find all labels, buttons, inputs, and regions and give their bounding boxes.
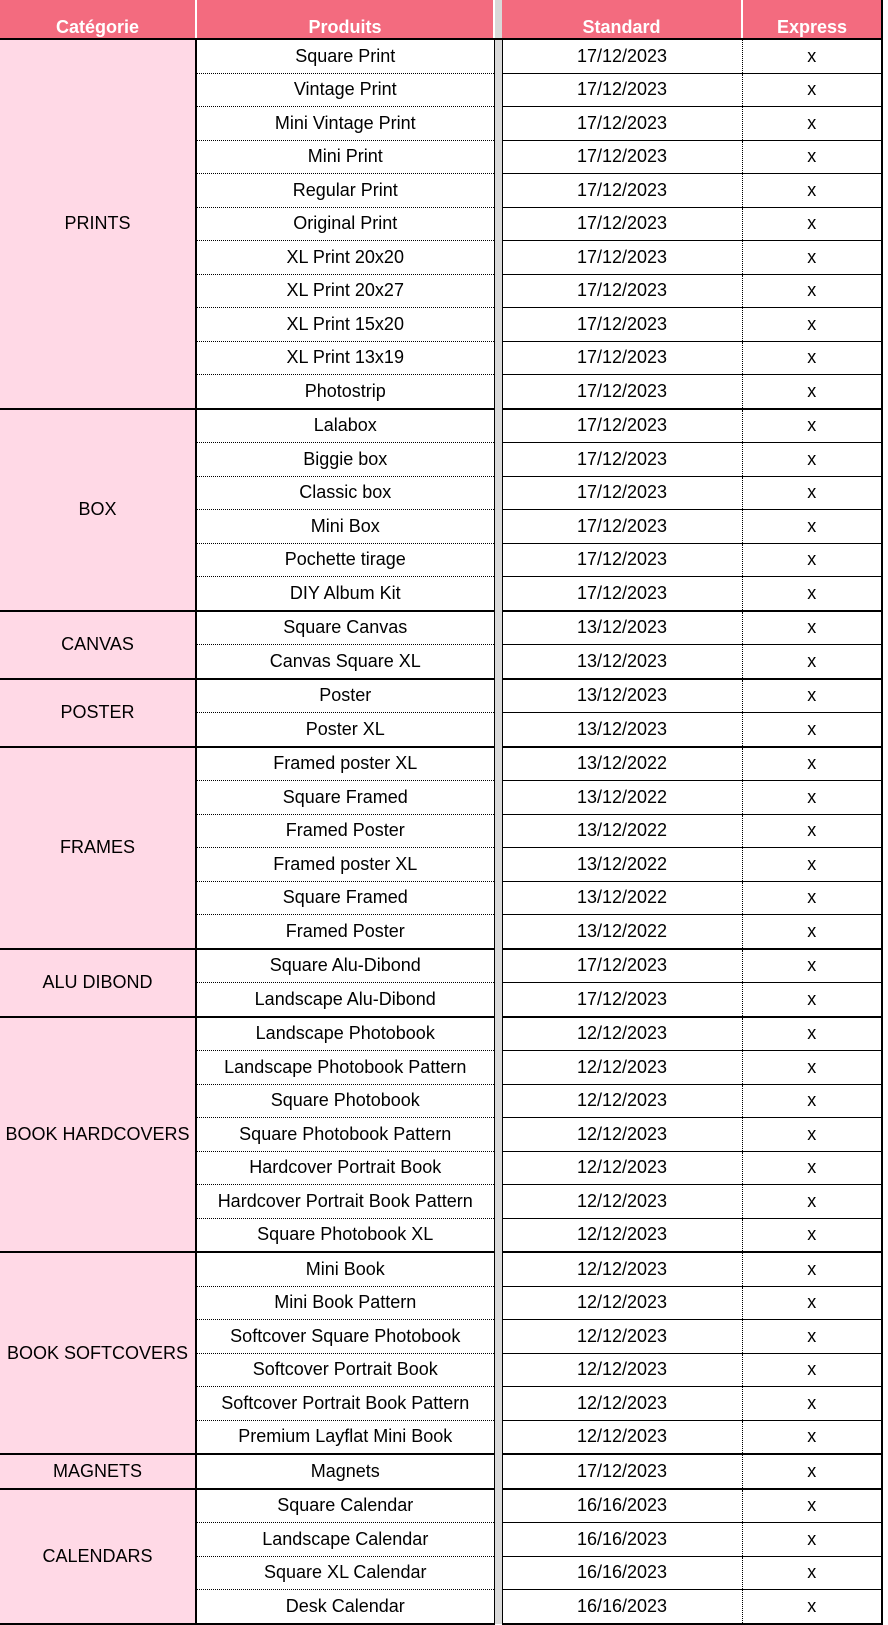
product-cell: Mini Book <box>196 1252 494 1286</box>
standard-date-cell: 12/12/2023 <box>502 1017 742 1051</box>
standard-date-cell: 16/16/2023 <box>502 1590 742 1624</box>
product-cell: Framed Poster <box>196 915 494 949</box>
column-gap <box>494 611 502 645</box>
express-cell: x <box>742 1590 882 1624</box>
table-row <box>0 679 882 713</box>
express-cell: x <box>742 1218 882 1252</box>
standard-date-cell: 17/12/2023 <box>502 241 742 275</box>
column-gap <box>494 1353 502 1387</box>
product-cell: Square Framed <box>196 881 494 915</box>
column-gap <box>494 409 502 443</box>
express-cell: x <box>742 1118 882 1152</box>
standard-date-cell: 13/12/2022 <box>502 814 742 848</box>
column-gap <box>494 881 502 915</box>
product-cell: Square Print <box>196 39 494 73</box>
product-cell: Square Canvas <box>196 611 494 645</box>
column-gap <box>494 241 502 275</box>
column-gap <box>494 375 502 409</box>
standard-date-cell: 17/12/2023 <box>502 174 742 208</box>
column-gap <box>494 679 502 713</box>
express-cell: x <box>742 1353 882 1387</box>
column-gap <box>494 1420 502 1454</box>
table-row <box>0 747 882 781</box>
express-cell: x <box>742 747 882 781</box>
standard-date-cell: 17/12/2023 <box>502 1454 742 1489</box>
column-gap <box>494 1051 502 1085</box>
category-cell: BOOK SOFTCOVERS <box>0 1252 196 1454</box>
product-cell: Premium Layflat Mini Book <box>196 1420 494 1454</box>
standard-date-cell: 12/12/2023 <box>502 1151 742 1185</box>
standard-date-cell: 17/12/2023 <box>502 341 742 375</box>
standard-date-cell: 17/12/2023 <box>502 510 742 544</box>
standard-date-cell: 17/12/2023 <box>502 949 742 983</box>
product-cell: Landscape Photobook Pattern <box>196 1051 494 1085</box>
express-cell: x <box>742 949 882 983</box>
column-gap <box>494 476 502 510</box>
standard-date-cell: 12/12/2023 <box>502 1387 742 1421</box>
product-cell: Square Photobook <box>196 1084 494 1118</box>
express-cell: x <box>742 1084 882 1118</box>
product-cell: Vintage Print <box>196 73 494 107</box>
product-cell: Square Framed <box>196 781 494 815</box>
table-row <box>0 409 882 443</box>
product-cell: Landscape Alu-Dibond <box>196 983 494 1017</box>
express-cell: x <box>742 1387 882 1421</box>
standard-date-cell: 17/12/2023 <box>502 577 742 611</box>
table-row <box>0 1489 882 1523</box>
product-cell: Original Print <box>196 207 494 241</box>
column-gap <box>494 1320 502 1354</box>
product-cell: Mini Vintage Print <box>196 107 494 141</box>
express-cell: x <box>742 1556 882 1590</box>
column-gap <box>494 174 502 208</box>
product-cell: Hardcover Portrait Book <box>196 1151 494 1185</box>
standard-date-cell: 12/12/2023 <box>502 1084 742 1118</box>
express-cell: x <box>742 207 882 241</box>
standard-date-cell: 13/12/2022 <box>502 781 742 815</box>
column-gap <box>494 1387 502 1421</box>
standard-date-cell: 17/12/2023 <box>502 308 742 342</box>
standard-date-cell: 13/12/2023 <box>502 611 742 645</box>
column-gap <box>494 443 502 477</box>
standard-date-cell: 12/12/2023 <box>502 1118 742 1152</box>
express-cell: x <box>742 341 882 375</box>
column-gap <box>494 1286 502 1320</box>
category-cell: FRAMES <box>0 747 196 949</box>
product-cell: Regular Print <box>196 174 494 208</box>
product-cell: Mini Box <box>196 510 494 544</box>
product-cell: Square Photobook XL <box>196 1218 494 1252</box>
standard-date-cell: 16/16/2023 <box>502 1523 742 1557</box>
express-cell: x <box>742 1454 882 1489</box>
express-cell: x <box>742 476 882 510</box>
express-cell: x <box>742 611 882 645</box>
express-cell: x <box>742 645 882 679</box>
product-cell: Photostrip <box>196 375 494 409</box>
product-cell: Square XL Calendar <box>196 1556 494 1590</box>
table-row <box>0 611 882 645</box>
column-gap <box>494 207 502 241</box>
column-gap <box>494 510 502 544</box>
product-cell: Softcover Portrait Book <box>196 1353 494 1387</box>
product-cell: Landscape Photobook <box>196 1017 494 1051</box>
column-gap <box>494 1454 502 1489</box>
table-row <box>0 39 882 73</box>
category-cell: ALU DIBOND <box>0 949 196 1017</box>
product-cell: Poster <box>196 679 494 713</box>
product-cell: Square Photobook Pattern <box>196 1118 494 1152</box>
column-gap <box>494 1590 502 1624</box>
express-cell: x <box>742 375 882 409</box>
standard-date-cell: 17/12/2023 <box>502 73 742 107</box>
header-standard: Standard <box>502 0 742 39</box>
express-cell: x <box>742 781 882 815</box>
column-gap <box>494 341 502 375</box>
standard-date-cell: 16/16/2023 <box>502 1489 742 1523</box>
column-gap <box>494 949 502 983</box>
standard-date-cell: 17/12/2023 <box>502 207 742 241</box>
standard-date-cell: 13/12/2023 <box>502 679 742 713</box>
column-gap <box>494 983 502 1017</box>
express-cell: x <box>742 274 882 308</box>
header-row <box>0 0 882 39</box>
product-cell: Framed poster XL <box>196 848 494 882</box>
express-cell: x <box>742 577 882 611</box>
column-gap <box>494 781 502 815</box>
column-gap <box>494 645 502 679</box>
product-cell: XL Print 15x20 <box>196 308 494 342</box>
header-gap <box>494 0 502 39</box>
standard-date-cell: 17/12/2023 <box>502 39 742 73</box>
column-gap <box>494 1185 502 1219</box>
column-gap <box>494 140 502 174</box>
express-cell: x <box>742 1051 882 1085</box>
product-cell: Landscape Calendar <box>196 1523 494 1557</box>
table-row <box>0 1017 882 1051</box>
express-cell: x <box>742 814 882 848</box>
standard-date-cell: 17/12/2023 <box>502 375 742 409</box>
express-cell: x <box>742 174 882 208</box>
express-cell: x <box>742 1017 882 1051</box>
express-cell: x <box>742 1286 882 1320</box>
product-cell: Framed poster XL <box>196 747 494 781</box>
express-cell: x <box>742 140 882 174</box>
express-cell: x <box>742 915 882 949</box>
product-cell: Mini Book Pattern <box>196 1286 494 1320</box>
standard-date-cell: 12/12/2023 <box>502 1185 742 1219</box>
column-gap <box>494 107 502 141</box>
product-cell: Square Alu-Dibond <box>196 949 494 983</box>
column-gap <box>494 73 502 107</box>
standard-date-cell: 17/12/2023 <box>502 140 742 174</box>
product-cell: Framed Poster <box>196 814 494 848</box>
category-cell: PRINTS <box>0 39 196 409</box>
product-cell: XL Print 13x19 <box>196 341 494 375</box>
standard-date-cell: 13/12/2022 <box>502 915 742 949</box>
express-cell: x <box>742 1252 882 1286</box>
column-gap <box>494 308 502 342</box>
header-categorie: Catégorie <box>0 0 196 39</box>
product-cell: Classic box <box>196 476 494 510</box>
category-cell: POSTER <box>0 679 196 747</box>
express-cell: x <box>742 241 882 275</box>
standard-date-cell: 12/12/2023 <box>502 1286 742 1320</box>
express-cell: x <box>742 848 882 882</box>
standard-date-cell: 17/12/2023 <box>502 274 742 308</box>
column-gap <box>494 1218 502 1252</box>
product-cell: Softcover Portrait Book Pattern <box>196 1387 494 1421</box>
product-cell: Softcover Square Photobook <box>196 1320 494 1354</box>
standard-date-cell: 17/12/2023 <box>502 409 742 443</box>
standard-date-cell: 17/12/2023 <box>502 983 742 1017</box>
column-gap <box>494 814 502 848</box>
header-produits: Produits <box>196 0 494 39</box>
express-cell: x <box>742 107 882 141</box>
standard-date-cell: 13/12/2022 <box>502 747 742 781</box>
express-cell: x <box>742 983 882 1017</box>
column-gap <box>494 1252 502 1286</box>
category-cell: CALENDARS <box>0 1489 196 1624</box>
standard-date-cell: 12/12/2023 <box>502 1252 742 1286</box>
standard-date-cell: 13/12/2022 <box>502 881 742 915</box>
standard-date-cell: 17/12/2023 <box>502 443 742 477</box>
product-cell: Mini Print <box>196 140 494 174</box>
product-cell: XL Print 20x27 <box>196 274 494 308</box>
standard-date-cell: 12/12/2023 <box>502 1420 742 1454</box>
express-cell: x <box>742 1489 882 1523</box>
express-cell: x <box>742 881 882 915</box>
express-cell: x <box>742 443 882 477</box>
column-gap <box>494 1489 502 1523</box>
column-gap <box>494 1084 502 1118</box>
column-gap <box>494 1523 502 1557</box>
product-cell: XL Print 20x20 <box>196 241 494 275</box>
standard-date-cell: 17/12/2023 <box>502 543 742 577</box>
standard-date-cell: 12/12/2023 <box>502 1218 742 1252</box>
category-cell: MAGNETS <box>0 1454 196 1489</box>
standard-date-cell: 16/16/2023 <box>502 1556 742 1590</box>
product-cell: Desk Calendar <box>196 1590 494 1624</box>
express-cell: x <box>742 510 882 544</box>
standard-date-cell: 13/12/2022 <box>502 848 742 882</box>
express-cell: x <box>742 543 882 577</box>
express-cell: x <box>742 308 882 342</box>
express-cell: x <box>742 1185 882 1219</box>
standard-date-cell: 12/12/2023 <box>502 1320 742 1354</box>
column-gap <box>494 39 502 73</box>
standard-date-cell: 17/12/2023 <box>502 476 742 510</box>
express-cell: x <box>742 1523 882 1557</box>
express-cell: x <box>742 1420 882 1454</box>
column-gap <box>494 274 502 308</box>
express-cell: x <box>742 1151 882 1185</box>
header-express: Express <box>742 0 882 39</box>
table-row <box>0 1454 882 1489</box>
table-row <box>0 1252 882 1286</box>
product-cell: Poster XL <box>196 713 494 747</box>
express-cell: x <box>742 39 882 73</box>
express-cell: x <box>742 679 882 713</box>
category-cell: CANVAS <box>0 611 196 679</box>
product-cell: Canvas Square XL <box>196 645 494 679</box>
standard-date-cell: 13/12/2023 <box>502 645 742 679</box>
express-cell: x <box>742 713 882 747</box>
standard-date-cell: 17/12/2023 <box>502 107 742 141</box>
product-cell: Pochette tirage <box>196 543 494 577</box>
column-gap <box>494 1017 502 1051</box>
column-gap <box>494 747 502 781</box>
table-row <box>0 949 882 983</box>
column-gap <box>494 1118 502 1152</box>
category-cell: BOOK HARDCOVERS <box>0 1017 196 1253</box>
product-cell: Magnets <box>196 1454 494 1489</box>
product-cell: DIY Album Kit <box>196 577 494 611</box>
column-gap <box>494 915 502 949</box>
standard-date-cell: 13/12/2023 <box>502 713 742 747</box>
column-gap <box>494 543 502 577</box>
column-gap <box>494 577 502 611</box>
product-cell: Hardcover Portrait Book Pattern <box>196 1185 494 1219</box>
column-gap <box>494 1556 502 1590</box>
product-cell: Biggie box <box>196 443 494 477</box>
standard-date-cell: 12/12/2023 <box>502 1353 742 1387</box>
column-gap <box>494 1151 502 1185</box>
standard-date-cell: 12/12/2023 <box>502 1051 742 1085</box>
table-body <box>0 39 882 1624</box>
product-cell: Square Calendar <box>196 1489 494 1523</box>
product-cell: Lalabox <box>196 409 494 443</box>
category-cell: BOX <box>0 409 196 611</box>
column-gap <box>494 713 502 747</box>
express-cell: x <box>742 1320 882 1354</box>
express-cell: x <box>742 409 882 443</box>
column-gap <box>494 848 502 882</box>
express-cell: x <box>742 73 882 107</box>
